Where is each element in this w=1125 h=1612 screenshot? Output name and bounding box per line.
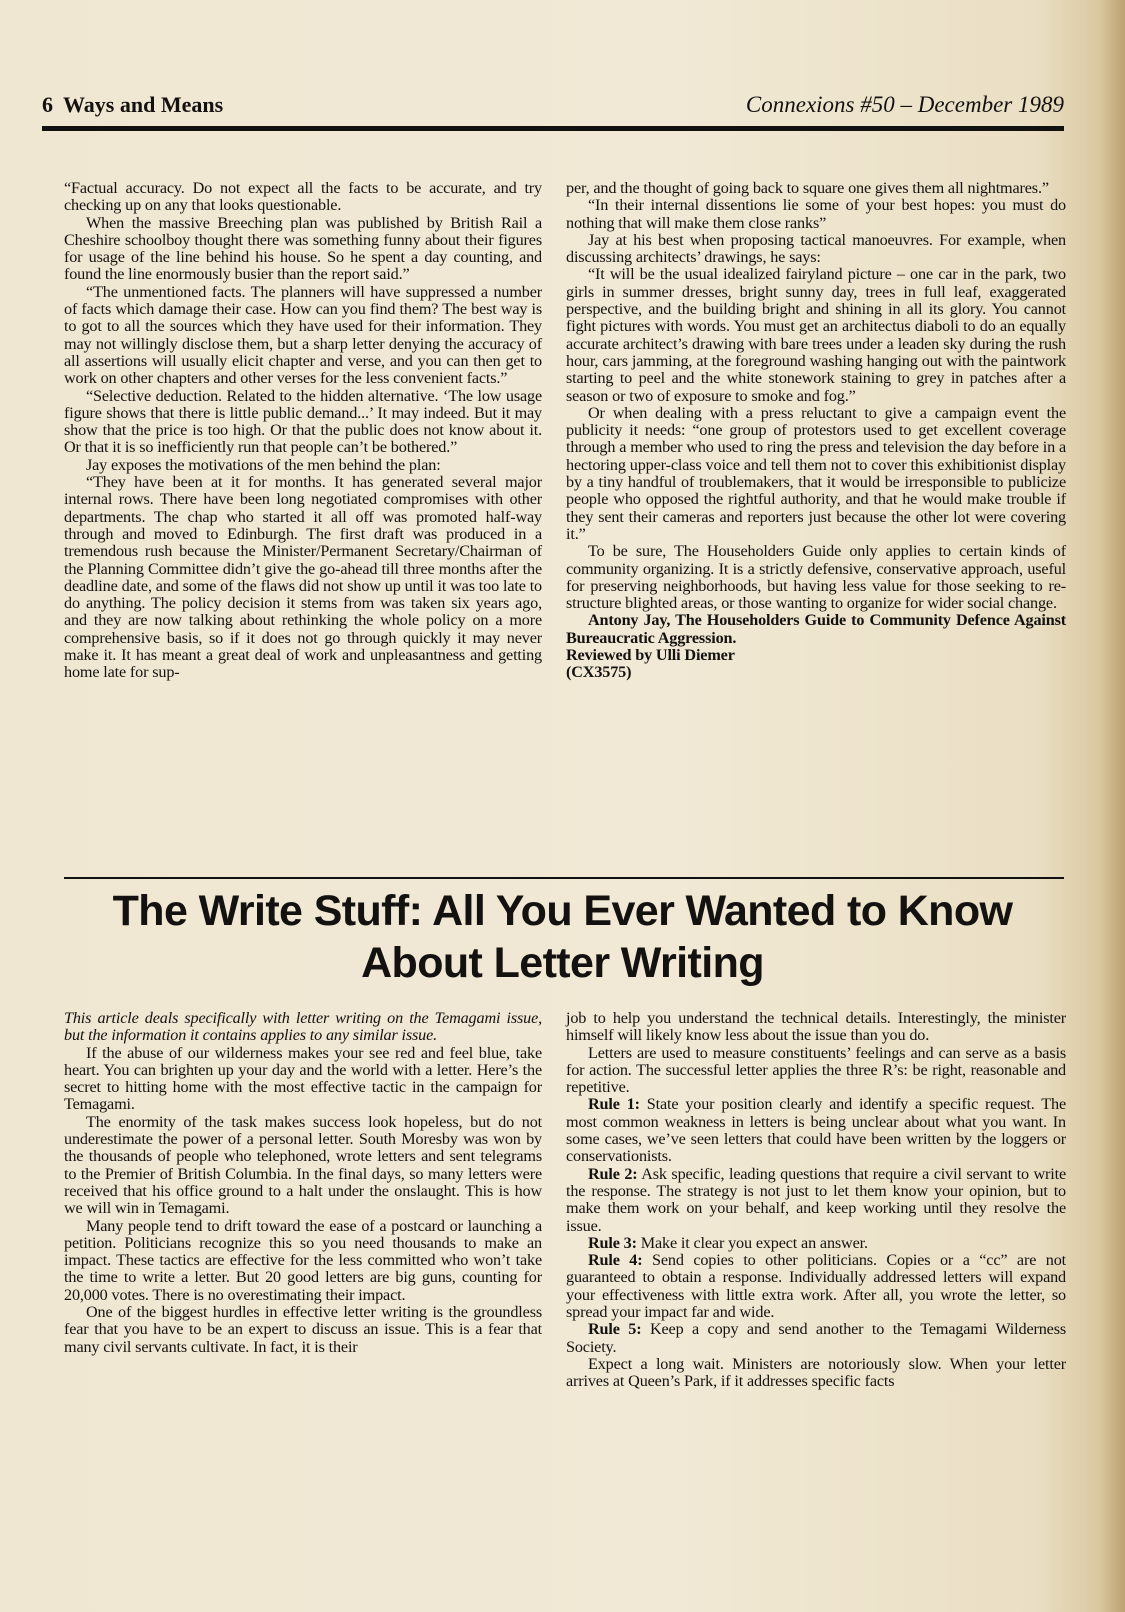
paragraph: Or when dealing with a press reluctant to give a campaign event the publicity it needs: “one group of protestors used to get excellent coverage through a member who used to ring the press and television the day before in a hectoring upper-class voice and tell them not to cover this exhibitionist display by a tiny handful of troublemakers, that it would be irresponsible to publicize people who opposed the rightful authority, and that he would make trouble if they sent their cameras and reporters just because the other lot were covering it.” xyxy=(566,403,1066,543)
paragraph: One of the biggest hurdles in effective letter writing is the groundless fear that you have to be an expert to discuss an issue. This is a fear that many civil servants cultivate. In fact, it is their xyxy=(64,1303,542,1356)
header-rule xyxy=(42,126,1064,131)
reviewer: Reviewed by Ulli Diemer xyxy=(566,646,735,665)
article-column-2 xyxy=(566,1010,1066,1391)
paragraph: “Selective deduction. Related to the hidden alternative. ‘The low usage figure shows that there is little public demand...’ It may indeed. But it may show that the price is too high. Or that the public does not know about it. Or that it is so inefficiently run that people can’t be bothered.” xyxy=(64,386,542,457)
page-number: 6 xyxy=(42,92,53,117)
paragraph: job to help you understand the technical details. Interestingly, the minister himself will likely know less about the issue than you do. xyxy=(566,1009,1066,1045)
paragraph: When the massive Breeching plan was published by British Rail a Cheshire schoolboy thought there was something funny about their figures for usage of the line behind his house. So he spent a day counting, and found the line enormously busier than the report said.” xyxy=(64,213,542,284)
catalog-code: (CX3575) xyxy=(566,663,632,682)
book-citation: Antony Jay, The Householders Guide to Community Defence Against Bureaucratic Aggression. xyxy=(566,611,1066,647)
paragraph: “They have been at it for months. It has generated several major internal rows. There have been long negotiated compromises with other departments. The chap who started it all off was promoted half-way through and moved to Edinburgh. The first draft was produced in a tremendous rush because the Minister/Permanent Secretary/Chairman of the Planning Committee didn’t give the go-ahead till three months after the deadline date, and some of the flaws did not show up until it was too late to do anything. The policy decision it stems from was taken six years ago, and they are now talking about rethinking the whole policy on a more comprehensive basis, so if it does not go through quickly it may never make it. It has meant a great deal of work and unpleasantness and getting home late for sup- xyxy=(64,473,542,682)
paragraph: If the abuse of our wilderness makes your see red and feel blue, take heart. You can brighten up your day and the world with a letter. Here’s the secret to hitting home with the most effective tactic in the campaign for Temagami. xyxy=(64,1043,542,1114)
rule-text: Make it clear you expect an answer. xyxy=(636,1233,868,1252)
review-column-1 xyxy=(64,180,542,682)
rule-item xyxy=(566,1235,1066,1252)
paragraph: “Factual accuracy. Do not expect all the facts to be accurate, and try checking up on any that looks questionable. xyxy=(64,179,542,215)
article-column-1 xyxy=(64,1010,542,1356)
article-intro: This article deals specifically with letter writing on the Temagami issue, but the information it contains applies to any similar issue. xyxy=(64,1009,542,1045)
article-headline: The Write Stuff: All You Ever Wanted to Know About Letter Writing xyxy=(112,887,1013,987)
rule-label: Rule 3: xyxy=(588,1233,637,1252)
rule-text: Send copies to other politicians. Copies or a “cc” are not guaranteed to obtain a response. Individually addressed letters will expand your effectiveness with little extra work. After all, you wrote the letter, so spread your impact far and wide. xyxy=(566,1251,1066,1322)
rule-item xyxy=(566,1096,1066,1165)
rule-label: Rule 5: xyxy=(588,1320,642,1339)
paragraph: per, and the thought of going back to square one gives them all nightmares.” xyxy=(566,179,1049,197)
rule-text: Ask specific, leading questions that require a civil servant to write the response. The strategy is not just to let them know your opinion, but to make them work on your behalf, and keep working until they resolve the issue. xyxy=(566,1164,1066,1235)
rule-label: Rule 4: xyxy=(588,1251,643,1270)
page-edge-shadow xyxy=(1099,0,1125,1612)
review-credit xyxy=(566,612,1066,681)
rule-label: Rule 1: xyxy=(588,1095,640,1114)
rule-item xyxy=(566,1166,1066,1235)
paragraph: Many people tend to drift toward the ease of a postcard or launching a petition. Politicians recognize this so you need thousands to make an impact. These tactics are effective for the less committed who won’t take the time to write a letter. But 20 good letters are big guns, counting for 20,000 votes. There is no overestimating their impact. xyxy=(64,1216,542,1304)
paragraph: Letters are used to measure constituents’ feelings and can serve as a basis for action. The successful letter applies the three R’s: be right, reasonable and repetitive. xyxy=(566,1043,1066,1097)
rule-label: Rule 2: xyxy=(588,1164,638,1183)
review-column-2 xyxy=(566,180,1066,682)
section-title: Ways and Means xyxy=(63,92,224,117)
section-divider xyxy=(64,877,1064,879)
page-header xyxy=(42,92,1064,126)
paragraph: “In their internal dissentions lie some of your best hopes: you must do nothing that will make them close ranks” xyxy=(566,196,1066,232)
issue-info: Connexions #50 – December 1989 xyxy=(745,92,1064,117)
paragraph: “It will be the usual idealized fairyland picture – one car in the park, two girls in summer dresses, bright sunny day, trees in full leaf, exaggerated perspective, and the building bright and shining in all its glory. You cannot fight pictures with words. You must get an architectus diaboli to do an equally accurate architect’s drawing with bare trees under a leaden sky during the rush hour, cars jamming, at the foreground washing hanging out with the paintwork starting to peel and the white stonework staining to grey in patches after a season or two of exposure to smoke and fog.” xyxy=(566,265,1066,405)
paragraph: Jay exposes the motivations of the men behind the plan: xyxy=(86,455,441,474)
header-left xyxy=(42,92,223,118)
paragraph: To be sure, The Householders Guide only applies to certain kinds of community organizing. It is a strictly defensive, conservative approach, useful for preserving neighborhoods, but having less value for those seeking to re-structure blighted areas, or those wanting to organize for wider social change. xyxy=(566,542,1066,613)
rule-item xyxy=(566,1252,1066,1321)
rule-item xyxy=(566,1321,1066,1356)
rule-text: State your position clearly and identify a specific request. The most common weakness in letters is being unclear about what you want. In some cases, we’ve seen letters that could have been written by the loggers or conservationists. xyxy=(566,1095,1066,1166)
paragraph: The enormity of the task makes success look hopeless, but do not underestimate the power of a personal letter. South Moresby was won by the thousands of people who telephoned, wrote letters and sent telegrams to the Premier of British Columbia. In the final days, so many letters were received that his office ground to a halt under the onslaught. This is how we will win in Temagami. xyxy=(64,1112,542,1218)
paragraph: Expect a long wait. Ministers are notoriously slow. When your letter arrives at Queen’s Park, if it addresses specific facts xyxy=(566,1354,1066,1391)
paragraph: “The unmentioned facts. The planners will have suppressed a number of facts which damage their case. How can you find them? The best way is to got to all the sources which they have used for their information. They may not willingly disclose them, but a sharp letter denying the accuracy of all assertions will usually elicit chapter and verse, and you can then get to work on other chapters and other verses for the less convenient facts.” xyxy=(64,282,542,388)
paragraph: Jay at his best when proposing tactical manoeuvres. For example, when discussing architects’ drawings, he says: xyxy=(566,230,1066,267)
rule-text: Keep a copy and send another to the Temagami Wilderness Society. xyxy=(566,1320,1066,1356)
